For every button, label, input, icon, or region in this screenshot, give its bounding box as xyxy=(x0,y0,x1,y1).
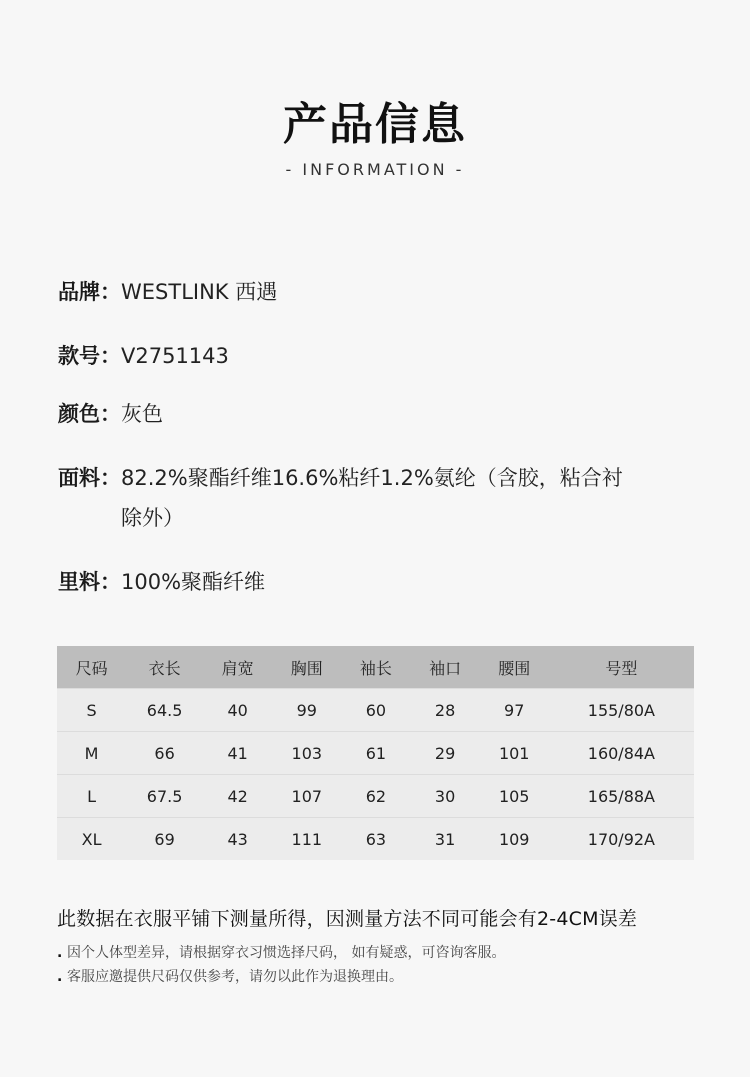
table-cell: L xyxy=(57,775,126,818)
column-header: 衣长 xyxy=(126,646,203,689)
info-row-brand xyxy=(58,272,658,312)
info-label: 颜色： xyxy=(58,402,121,426)
column-header: 袖口 xyxy=(411,646,480,689)
column-header: 胸围 xyxy=(272,646,341,689)
table-cell: 62 xyxy=(341,775,410,818)
column-header: 腰围 xyxy=(480,646,549,689)
table-cell: 107 xyxy=(272,775,341,818)
table-header-row xyxy=(57,646,694,689)
page-title: 产品信息 xyxy=(283,99,467,150)
table-cell: M xyxy=(57,732,126,775)
info-label: 品牌： xyxy=(58,280,121,304)
table-cell: 97 xyxy=(480,689,549,732)
table-cell: 29 xyxy=(411,732,480,775)
column-header: 肩宽 xyxy=(203,646,272,689)
table-row xyxy=(57,732,694,775)
table-cell: 109 xyxy=(480,818,549,861)
info-value: 82.2%聚酯纤维16.6%粘纤1.2%氨纶（含胶，粘合衬除外） xyxy=(121,466,623,530)
table-cell: 155/80A xyxy=(549,689,694,732)
table-cell: S xyxy=(57,689,126,732)
page-subtitle: - INFORMATION - xyxy=(285,160,465,179)
column-header: 尺码 xyxy=(57,646,126,689)
info-value: V2751143 xyxy=(121,344,229,368)
table-cell: 61 xyxy=(341,732,410,775)
table-cell: 40 xyxy=(203,689,272,732)
info-value: 灰色 xyxy=(121,402,163,426)
column-header: 袖长 xyxy=(341,646,410,689)
table-cell: 41 xyxy=(203,732,272,775)
table-cell: 165/88A xyxy=(549,775,694,818)
table-row xyxy=(57,775,694,818)
table-row xyxy=(57,818,694,861)
column-header: 号型 xyxy=(549,646,694,689)
table-cell: 105 xyxy=(480,775,549,818)
table-cell: XL xyxy=(57,818,126,861)
table-cell: 99 xyxy=(272,689,341,732)
table-cell: 42 xyxy=(203,775,272,818)
info-row-color xyxy=(58,394,658,434)
table-cell: 66 xyxy=(126,732,203,775)
note-text: 因个人体型差异，请根据穿衣习惯选择尺码， 如有疑惑，可咨询客服。 xyxy=(67,945,506,961)
note-text: 客服应邀提供尺码仅供参考，请勿以此作为退换理由。 xyxy=(67,969,403,985)
measurement-note: 此数据在衣服平铺下测量所得，因测量方法不同可能会有2-4CM误差 xyxy=(57,908,638,930)
table-cell: 111 xyxy=(272,818,341,861)
table-cell: 63 xyxy=(341,818,410,861)
table-cell: 28 xyxy=(411,689,480,732)
info-label: 里料： xyxy=(58,570,121,594)
table-cell: 31 xyxy=(411,818,480,861)
info-label: 面料： xyxy=(58,466,121,490)
info-row-fabric xyxy=(58,458,638,538)
table-cell: 43 xyxy=(203,818,272,861)
info-row-style-number xyxy=(58,336,658,376)
table-cell: 64.5 xyxy=(126,689,203,732)
table-cell: 101 xyxy=(480,732,549,775)
info-label: 款号： xyxy=(58,344,121,368)
size-table xyxy=(57,646,694,860)
note-item xyxy=(57,966,403,986)
info-row-lining xyxy=(58,562,658,602)
table-cell: 170/92A xyxy=(549,818,694,861)
table-cell: 60 xyxy=(341,689,410,732)
table-cell: 30 xyxy=(411,775,480,818)
bullet-icon: . xyxy=(57,969,63,985)
note-item xyxy=(57,942,505,962)
table-cell: 103 xyxy=(272,732,341,775)
table-cell: 67.5 xyxy=(126,775,203,818)
info-value: WESTLINK 西遇 xyxy=(121,280,278,304)
bullet-icon: . xyxy=(57,945,63,961)
table-cell: 160/84A xyxy=(549,732,694,775)
table-row xyxy=(57,689,694,732)
info-value: 100%聚酯纤维 xyxy=(121,570,266,594)
table-cell: 69 xyxy=(126,818,203,861)
